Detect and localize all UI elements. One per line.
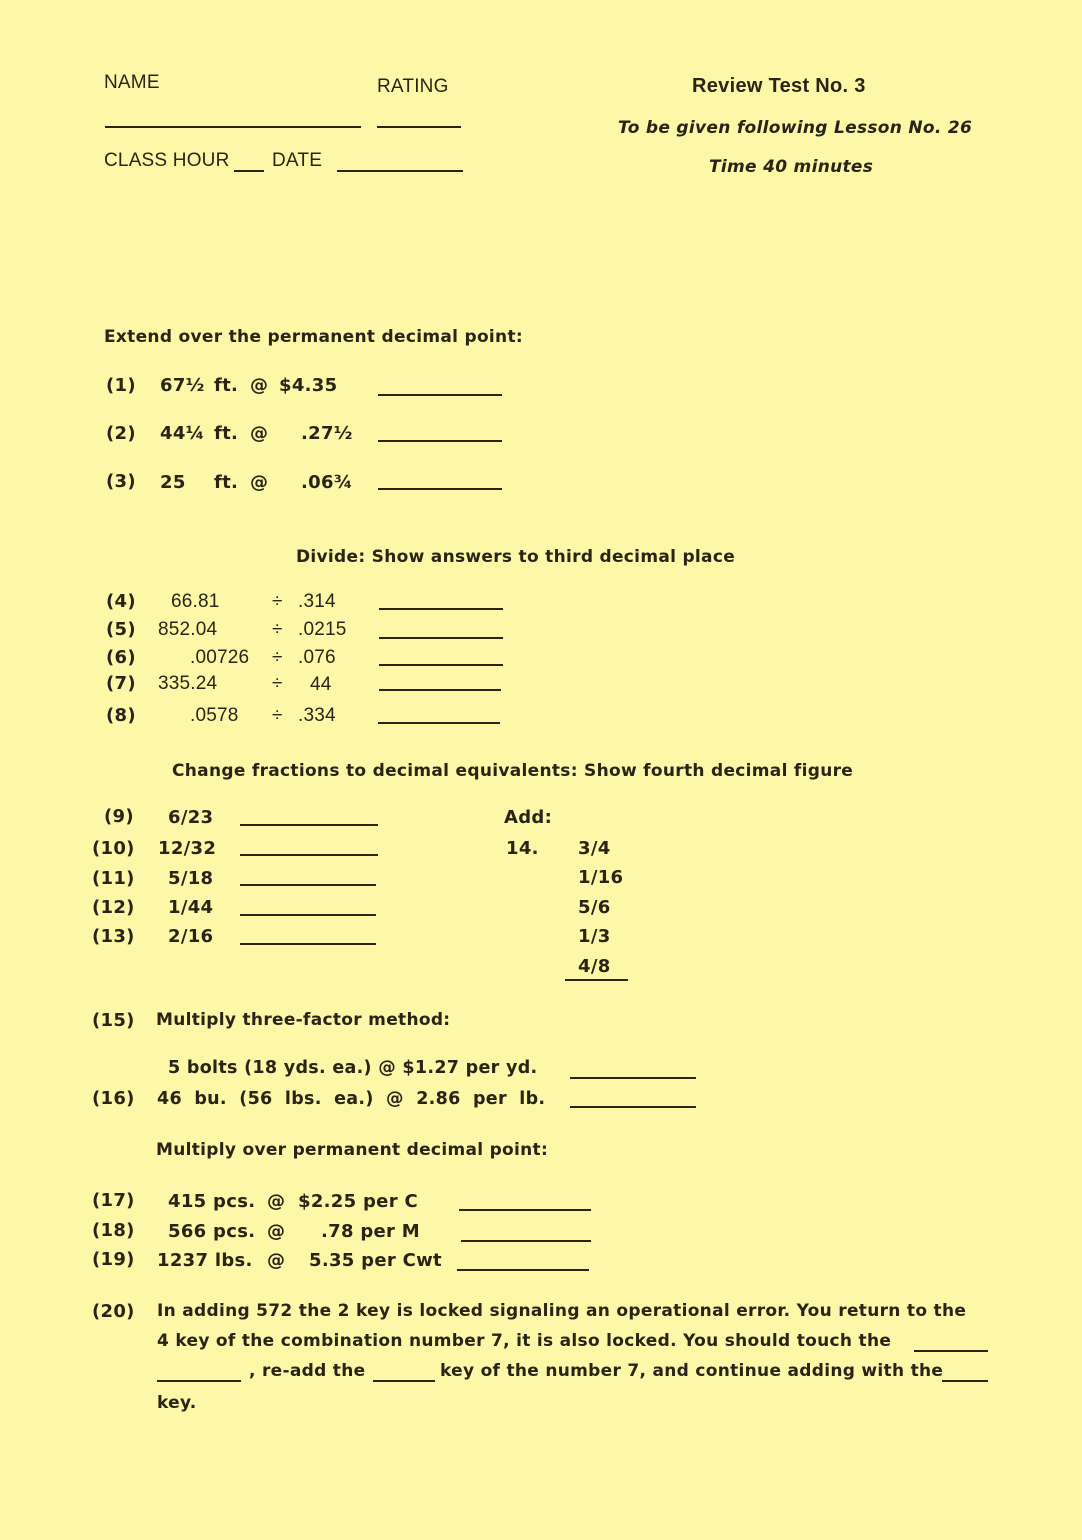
answer-blank[interactable] (459, 1209, 591, 1211)
answer-blank[interactable] (157, 1380, 241, 1382)
at-sign: @ (250, 423, 269, 444)
divide-sign: ÷ (272, 619, 283, 640)
answer-blank[interactable] (240, 824, 378, 826)
answer-blank[interactable] (373, 1380, 435, 1382)
item-number: (1) (106, 375, 136, 396)
item-unit: ft. (214, 472, 239, 493)
answer-blank[interactable] (240, 884, 376, 886)
question-20-line-1: In adding 572 the 2 key is locked signaling an operational error. You return to the (157, 1301, 967, 1321)
item-number: (17) (92, 1190, 135, 1211)
dividend: .0578 (190, 705, 239, 726)
three-factor-line-1: 5 bolts (18 yds. ea.) @ $1.27 per yd. (168, 1058, 538, 1078)
answer-blank[interactable] (457, 1269, 589, 1271)
addend: 1/16 (578, 867, 624, 888)
add-label: Add: (504, 807, 553, 828)
test-title: Review Test No. 3 (692, 75, 866, 97)
item-number: (7) (106, 673, 136, 694)
at-sign: @ (267, 1191, 286, 1212)
addend: 4/8 (578, 956, 611, 977)
item-number: (11) (92, 868, 135, 889)
class-hour-label: CLASS HOUR (104, 150, 230, 171)
answer-blank[interactable] (379, 689, 501, 691)
divide-sign: ÷ (272, 647, 283, 668)
item-quantity: 1237 lbs. (157, 1250, 253, 1271)
answer-blank[interactable] (461, 1240, 591, 1242)
item-unit: ft. (214, 375, 239, 396)
item-number: (6) (106, 647, 136, 668)
answer-blank[interactable] (379, 608, 503, 610)
item-price: $4.35 (279, 375, 338, 396)
item-price: $2.25 per C (298, 1191, 418, 1212)
add-item-number: 14. (506, 838, 539, 859)
date-label: DATE (272, 150, 323, 171)
item-number: (4) (106, 591, 136, 612)
item-price: .06¾ (301, 472, 353, 493)
fraction: 6/23 (168, 807, 214, 828)
fraction: 5/18 (168, 868, 214, 889)
time-label: Time 40 minutes (709, 157, 874, 177)
item-price: .78 per M (321, 1221, 421, 1242)
date-field[interactable] (337, 170, 463, 172)
answer-blank[interactable] (240, 914, 376, 916)
divisor: .334 (298, 705, 336, 726)
divide-sign: ÷ (272, 705, 283, 726)
item-number-15: (15) (92, 1010, 135, 1031)
divisor: 44 (310, 674, 332, 695)
at-sign: @ (250, 472, 269, 493)
rating-field[interactable] (377, 126, 461, 128)
rating-label: RATING (377, 76, 449, 97)
answer-blank[interactable] (378, 488, 502, 490)
question-20-line-2: 4 key of the combination number 7, it is also locked. You should touch the (157, 1331, 892, 1351)
answer-blank[interactable] (379, 637, 503, 639)
divisor: .314 (298, 591, 336, 612)
item-number-16: (16) (92, 1088, 135, 1109)
item-number-20: (20) (92, 1301, 135, 1322)
divisor: .076 (298, 647, 336, 668)
dividend: 66.81 (171, 591, 220, 612)
item-number: (8) (106, 705, 136, 726)
item-number: (2) (106, 423, 136, 444)
item-number: (13) (92, 926, 135, 947)
question-20-line-3a: , re-add the (249, 1361, 366, 1381)
three-factor-line-2: 46 bu. (56 lbs. ea.) @ 2.86 per lb. (157, 1089, 546, 1109)
fraction: 1/44 (168, 897, 214, 918)
item-number: (12) (92, 897, 135, 918)
answer-blank[interactable] (378, 440, 502, 442)
class-hour-field[interactable] (234, 170, 264, 172)
section2-heading: Divide: Show answers to third decimal place (296, 547, 736, 567)
item-price: 5.35 per Cwt (309, 1250, 442, 1271)
answer-blank[interactable] (378, 722, 500, 724)
answer-blank[interactable] (378, 394, 502, 396)
at-sign: @ (267, 1221, 286, 1242)
section5-heading: Multiply over permanent decimal point: (156, 1140, 549, 1160)
test-subtitle: To be given following Lesson No. 26 (618, 118, 973, 138)
section4-heading: Multiply three-factor method: (156, 1010, 451, 1030)
question-20-line-3b: key of the number 7, and continue adding with the (440, 1361, 944, 1381)
answer-blank[interactable] (570, 1106, 696, 1108)
addend: 5/6 (578, 897, 611, 918)
item-price: .27½ (301, 423, 353, 444)
item-quantity: 415 pcs. (168, 1191, 256, 1212)
item-quantity: 566 pcs. (168, 1221, 256, 1242)
item-number: (5) (106, 619, 136, 640)
answer-blank[interactable] (240, 943, 376, 945)
dividend: .00726 (190, 647, 250, 668)
fraction: 12/32 (158, 838, 217, 859)
item-quantity: 67½ (160, 375, 205, 396)
item-number: (19) (92, 1249, 135, 1270)
answer-blank[interactable] (570, 1077, 696, 1079)
section1-heading: Extend over the permanent decimal point: (104, 327, 523, 347)
at-sign: @ (267, 1250, 286, 1271)
fraction: 2/16 (168, 926, 214, 947)
item-quantity: 25 (160, 472, 186, 493)
name-field[interactable] (105, 126, 361, 128)
addend: 1/3 (578, 926, 611, 947)
item-number: (3) (106, 471, 136, 492)
divide-sign: ÷ (272, 591, 283, 612)
answer-blank[interactable] (379, 664, 503, 666)
sum-rule (565, 979, 628, 981)
section3-heading: Change fractions to decimal equivalents: Show fourth decimal figure (172, 761, 854, 781)
at-sign: @ (250, 375, 269, 396)
name-label: NAME (104, 72, 160, 93)
answer-blank[interactable] (942, 1380, 988, 1382)
item-number: (18) (92, 1220, 135, 1241)
answer-blank[interactable] (914, 1350, 988, 1352)
divide-sign: ÷ (272, 673, 283, 694)
item-unit: ft. (214, 423, 239, 444)
item-number: (9) (104, 806, 134, 827)
addend: 3/4 (578, 838, 611, 859)
answer-blank[interactable] (240, 854, 378, 856)
dividend: 335.24 (158, 673, 218, 694)
dividend: 852.04 (158, 619, 218, 640)
item-number: (10) (92, 838, 135, 859)
divisor: .0215 (298, 619, 347, 640)
question-20-line-4: key. (157, 1393, 197, 1413)
item-quantity: 44¼ (160, 423, 205, 444)
